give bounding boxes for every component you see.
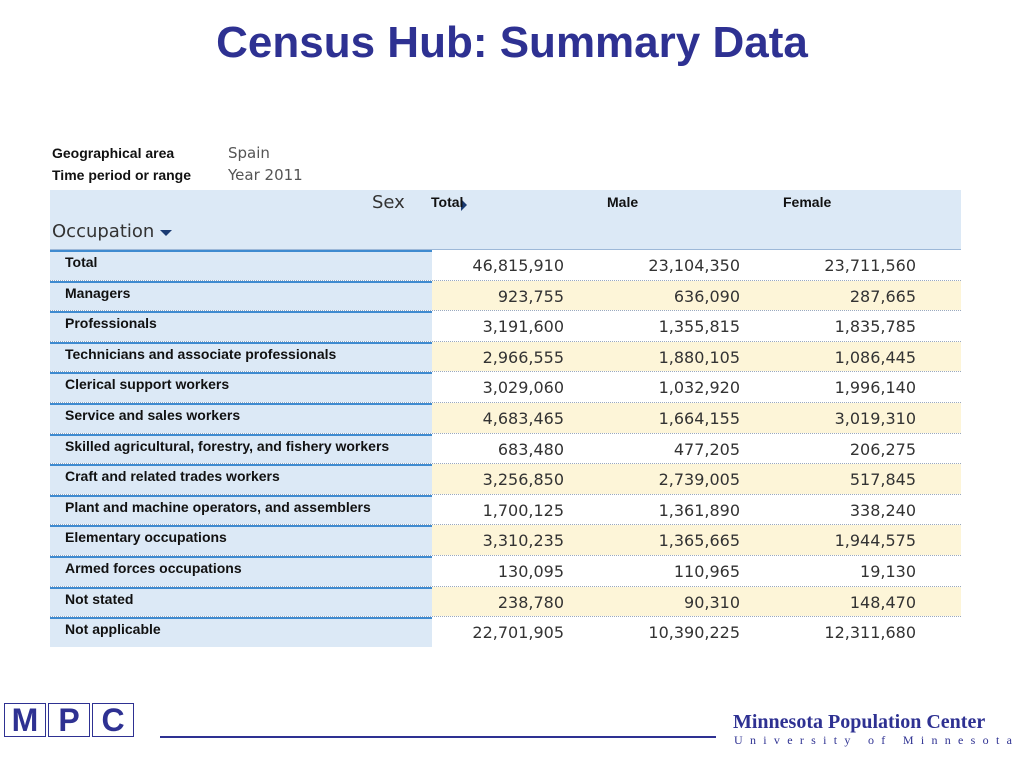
cell-female: 19,130	[860, 561, 916, 581]
cell-male: 1,664,155	[658, 408, 740, 428]
row-label: Managers	[50, 281, 432, 311]
table-row	[50, 464, 961, 495]
row-label: Plant and machine operators, and assemblers	[50, 495, 432, 525]
table-row	[50, 372, 961, 403]
cell-total: 683,480	[497, 439, 564, 459]
cell-male: 477,205	[673, 439, 740, 459]
cell-female: 206,275	[849, 439, 916, 459]
table-row	[50, 556, 961, 587]
footer-divider	[160, 736, 716, 738]
geo-area-row	[52, 144, 270, 162]
row-label: Service and sales workers	[50, 403, 432, 433]
org-name: Minnesota Population Center	[733, 711, 986, 733]
table-row	[50, 250, 961, 281]
mpc-logo	[4, 703, 136, 739]
cell-female: 1,835,785	[834, 317, 916, 337]
row-label: Skilled agricultural, forestry, and fishery workers	[50, 434, 432, 464]
geo-area-label: Geographical area	[52, 145, 175, 161]
table-row	[50, 587, 961, 618]
cell-female: 3,019,310	[834, 408, 916, 428]
row-label: Clerical support workers	[50, 372, 432, 402]
table-row	[50, 342, 961, 373]
logo-letter-c: C	[92, 703, 134, 737]
cell-total: 4,683,465	[482, 408, 564, 428]
row-label: Armed forces occupations	[50, 556, 432, 586]
row-label: Not stated	[50, 587, 432, 617]
table-row	[50, 311, 961, 342]
cell-female: 517,845	[849, 470, 916, 490]
table-row	[50, 617, 961, 647]
cell-male: 2,739,005	[658, 470, 740, 490]
cell-male: 1,355,815	[658, 317, 740, 337]
org-subtitle: University of Minnesota	[734, 733, 1020, 747]
cell-total: 46,815,910	[472, 256, 564, 275]
cell-male: 1,032,920	[658, 378, 740, 398]
cell-male: 110,965	[673, 561, 740, 581]
cell-male: 636,090	[673, 286, 740, 306]
data-table-body	[50, 250, 961, 647]
cell-female: 148,470	[849, 592, 916, 612]
cell-female: 1,996,140	[834, 378, 916, 398]
cell-female: 12,311,680	[824, 623, 916, 643]
cell-male: 1,880,105	[658, 347, 740, 367]
caret-down-icon[interactable]	[160, 230, 172, 236]
cell-total: 130,095	[497, 561, 564, 581]
cell-male: 90,310	[684, 592, 740, 612]
cell-total: 22,701,905	[472, 623, 564, 643]
column-header-male: Male	[607, 194, 639, 210]
time-period-value: Year 2011	[228, 166, 303, 184]
occupation-dimension-label[interactable]: Occupation	[52, 221, 155, 242]
cell-female: 1,944,575	[834, 531, 916, 551]
cell-male: 10,390,225	[648, 623, 740, 643]
cell-total: 3,029,060	[482, 378, 564, 398]
page-title: Census Hub: Summary Data	[216, 18, 808, 67]
time-period-label: Time period or range	[52, 167, 191, 183]
row-label: Professionals	[50, 311, 432, 341]
cell-total: 238,780	[497, 592, 564, 612]
logo-letter-m: M	[4, 703, 46, 737]
logo-letter-p: P	[48, 703, 90, 737]
table-row	[50, 495, 961, 526]
cell-female: 338,240	[849, 500, 916, 520]
cell-male: 1,361,890	[658, 500, 740, 520]
cell-total: 923,755	[497, 286, 564, 306]
geo-area-value: Spain	[228, 144, 270, 162]
cell-total: 3,310,235	[482, 531, 564, 551]
cell-female: 23,711,560	[824, 256, 916, 275]
row-label: Technicians and associate professionals	[50, 342, 432, 372]
table-row	[50, 281, 961, 312]
row-label: Craft and related trades workers	[50, 464, 432, 494]
cell-total: 3,191,600	[482, 317, 564, 337]
cell-total: 1,700,125	[482, 500, 564, 520]
row-label: Not applicable	[50, 617, 432, 647]
table-row	[50, 403, 961, 434]
sex-dimension-label[interactable]: Sex	[372, 192, 405, 213]
time-period-row	[52, 166, 303, 184]
cell-total: 2,966,555	[482, 347, 564, 367]
cell-total: 3,256,850	[482, 470, 564, 490]
row-label: Elementary occupations	[50, 525, 432, 555]
column-header-total: Total	[431, 194, 464, 210]
table-header	[50, 190, 961, 250]
cell-male: 23,104,350	[648, 256, 740, 275]
cell-female: 1,086,445	[834, 347, 916, 367]
table-row	[50, 434, 961, 465]
table-row	[50, 525, 961, 556]
column-header-female: Female	[783, 194, 832, 210]
cell-female: 287,665	[849, 286, 916, 306]
row-label: Total	[50, 250, 432, 280]
cell-male: 1,365,665	[658, 531, 740, 551]
